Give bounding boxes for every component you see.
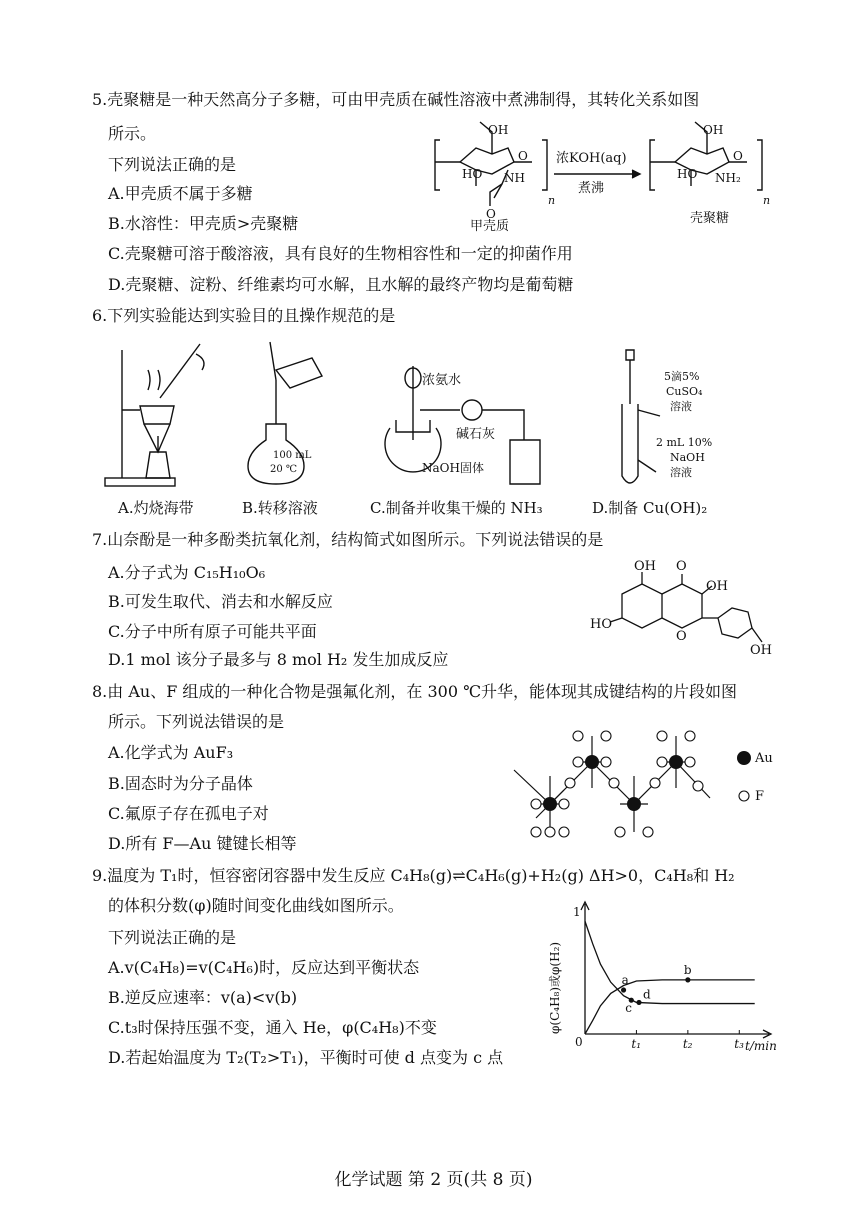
q7-o-ketone: O — [676, 559, 687, 574]
q8-option-b: B.固态时为分子晶体 — [108, 774, 253, 793]
q6-soda-lime-label: 碱石灰 — [456, 427, 496, 442]
q7-option-d: D.1 mol 该分子最多与 8 mol H₂ 发生加成反应 — [108, 650, 449, 669]
q6-naoh-solid-label: NaOH固体 — [422, 461, 484, 475]
q5-option-a: A.甲壳质不属于多糖 — [108, 184, 253, 203]
q8-legend-f-marker — [739, 791, 749, 801]
q6-caption-c: C.制备并收集干燥的 NH₃ — [370, 499, 543, 517]
q9-option-c: C.t₃时保持压强不变，通入 He，φ(C₄H₈)不变 — [108, 1018, 437, 1037]
q5-left-o: O — [486, 207, 496, 221]
q5-left-oh: OH — [488, 123, 509, 137]
chart-x-tick-label-3: t₃ — [734, 1037, 744, 1051]
q8-option-d: D.所有 F—Au 键键长相等 — [108, 834, 297, 853]
q5-option-d: D.壳聚糖、淀粉、纤维素均可水解，且水解的最终产物均是葡萄糖 — [108, 275, 574, 294]
q8-legend-f: F — [755, 789, 765, 804]
q8-legend-au: Au — [755, 751, 773, 766]
q5-right-name: 壳聚糖 — [690, 211, 730, 226]
chart-point-b — [685, 977, 690, 982]
q6-flask-volume: 100 mL — [273, 450, 312, 461]
q5-option-c: C.壳聚糖可溶于酸溶液，具有良好的生物相容性和一定的抑菌作用 — [108, 244, 573, 263]
q5-right-ho: HO — [677, 167, 698, 181]
q6-apparatus-figure — [100, 340, 780, 495]
chart-x-tick-label-1: t₁ — [631, 1037, 642, 1051]
chart-point-label-d: d — [643, 987, 651, 1002]
q8-aufx-chain-figure — [510, 728, 790, 840]
q5-prompt: 下列说法正确的是 — [108, 155, 237, 174]
q8-stem-line-1: 8.由 Au、F 组成的一种化合物是强氟化剂，在 300 ℃升华，能体现其成键结构的片段如图 — [92, 682, 738, 701]
q6-naoh-line-2: NaOH — [670, 451, 705, 464]
q5-left-name: 甲壳质 — [470, 219, 510, 234]
q5-left-ring-o: O — [518, 149, 528, 163]
q7-option-b: B.可发生取代、消去和水解反应 — [108, 592, 333, 611]
q5-left-n: n — [548, 194, 556, 207]
chart-ylabel: φ(C₄H₈)或φ(H₂) — [548, 941, 562, 1034]
q5-condition: 煮沸 — [578, 181, 605, 196]
q6-caption-d: D.制备 Cu(OH)₂ — [592, 499, 708, 517]
q7-o-ring: O — [676, 629, 687, 644]
q9-option-a: A.v(C₄H₈)=v(C₄H₆)时，反应达到平衡状态 — [108, 958, 420, 977]
q7-oh-3: OH — [706, 579, 728, 594]
q6-cuso4-line-1: 5滴5% — [664, 370, 700, 383]
q7-kaempferol-structure — [586, 556, 776, 666]
q9-stem-line-1: 9.温度为 T₁时，恒容密闭容器中发生反应 C₄H₈(g)⇌C₄H₆(g)+H₂(g) ΔH>0，C₄H₈和 H₂ — [92, 866, 735, 885]
chart-point-label-c: c — [625, 1001, 633, 1016]
q8-legend-au-marker — [737, 751, 751, 765]
q8-option-c: C.氟原子存在孤电子对 — [108, 804, 269, 823]
q5-stem-line-2: 所示。 — [108, 124, 157, 143]
q9-stem-line-2: 的体积分数(φ)随时间变化曲线如图所示。 — [108, 896, 404, 915]
chart-series-line-2 — [585, 980, 755, 1034]
q5-right-n: n — [763, 194, 771, 207]
q9-option-d: D.若起始温度为 T₂(T₂>T₁)，平衡时可使 d 点变为 c 点 — [108, 1048, 504, 1067]
q6-cuso4-line-3: 溶液 — [670, 400, 692, 413]
q5-left-nh: NH — [504, 171, 525, 185]
chart-origin-label: 0 — [575, 1035, 583, 1049]
chart-point-label-b: b — [683, 962, 692, 977]
q7-stem: 7.山奈酚是一种多酚类抗氧化剂，结构简式如图所示。下列说法错误的是 — [92, 530, 604, 549]
q7-ho-left: HO — [590, 617, 612, 632]
q6-ammonia-label: 浓氨水 — [422, 373, 462, 388]
q7-option-c: C.分子中所有原子可能共平面 — [108, 622, 317, 641]
q6-cuso4-line-2: CuSO₄ — [666, 385, 703, 398]
q5-stem-line-1: 5.壳聚糖是一种天然高分子多糖，可由甲壳质在碱性溶液中煮沸制得，其转化关系如图 — [92, 90, 700, 109]
q6-naoh-line-3: 溶液 — [670, 466, 692, 479]
q7-oh-top: OH — [634, 559, 656, 574]
chart-point-label-a: a — [621, 973, 629, 988]
q6-stem: 6.下列实验能达到实验目的且操作规范的是 — [92, 306, 396, 325]
chart-point-d — [636, 1000, 641, 1005]
chart-point-a — [621, 987, 626, 992]
q5-reagent: 浓KOH(aq) — [556, 151, 627, 166]
chart-x-tick-label-2: t₂ — [682, 1037, 693, 1051]
q6-caption-b: B.转移溶液 — [242, 499, 318, 517]
q5-left-ho: HO — [462, 167, 483, 181]
page-footer: 化学试题 第 2 页(共 8 页) — [334, 1170, 533, 1190]
q5-right-nh2: NH₂ — [715, 171, 741, 185]
q8-stem-line-2: 所示。下列说法错误的是 — [108, 712, 285, 731]
q6-caption-a: A.灼烧海带 — [118, 499, 194, 517]
q9-volume-fraction-chart — [545, 898, 785, 1060]
q6-flask-temp: 20 ℃ — [270, 464, 298, 475]
q5-right-ring-o: O — [733, 149, 743, 163]
q7-oh-right: OH — [750, 643, 772, 658]
q5-right-oh: OH — [703, 123, 724, 137]
q6-naoh-line-1: 2 mL 10% — [656, 436, 713, 449]
q9-option-b: B.逆反应速率：v(a)<v(b) — [108, 988, 298, 1007]
q5-option-b: B.水溶性：甲壳质>壳聚糖 — [108, 214, 299, 233]
q7-option-a: A.分子式为 C₁₅H₁₀O₆ — [108, 563, 266, 582]
q8-option-a: A.化学式为 AuF₃ — [108, 743, 234, 762]
chart-y-tick-1: 1 — [573, 905, 581, 919]
q9-prompt: 下列说法正确的是 — [108, 928, 237, 947]
chart-series-line-1 — [585, 921, 755, 1003]
q5-chitin-conversion-figure — [432, 118, 777, 236]
chart-xlabel: t/min — [745, 1039, 777, 1053]
